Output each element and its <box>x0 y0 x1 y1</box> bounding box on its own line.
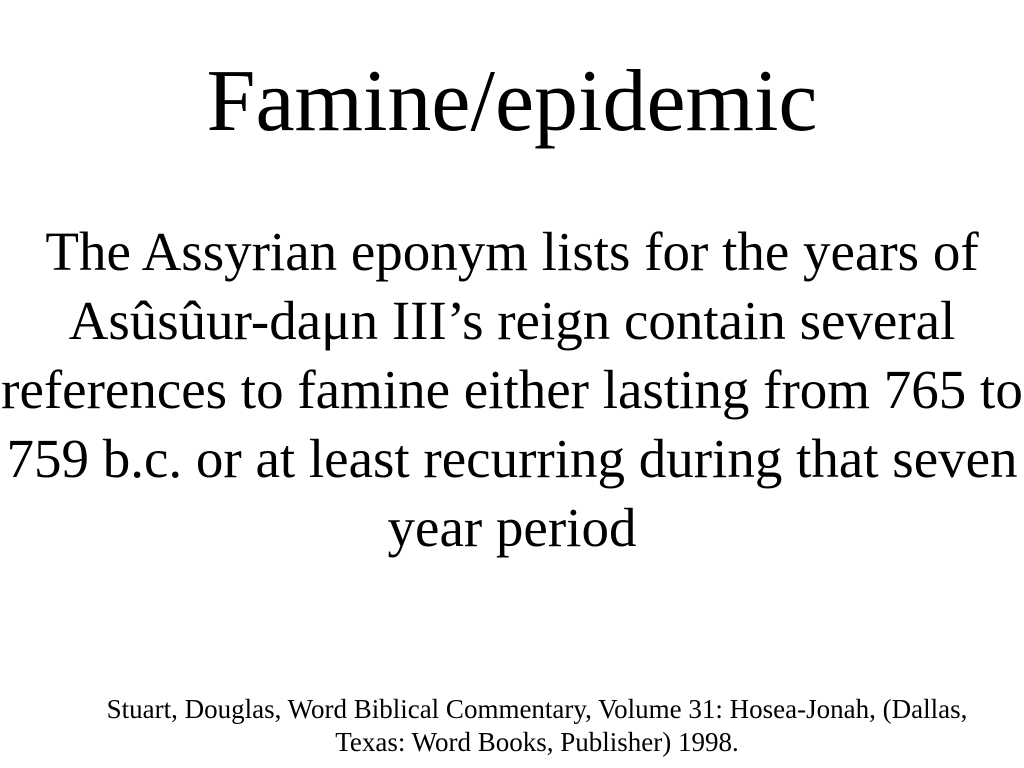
slide-title: Famine/epidemic <box>206 53 818 150</box>
slide-body-text: The Assyrian eponym lists for the years of Asûsûur-daμn III’s reign contain several references to famine either lasting from 765 to 759 b.c. or at least recurring during that seven year period <box>1 221 1023 558</box>
citation: Stuart, Douglas, Word Biblical Commentary, Volume 31: Hosea-Jonah, (Dallas, Texas: Word Books, Publisher) 1998. <box>106 694 968 757</box>
